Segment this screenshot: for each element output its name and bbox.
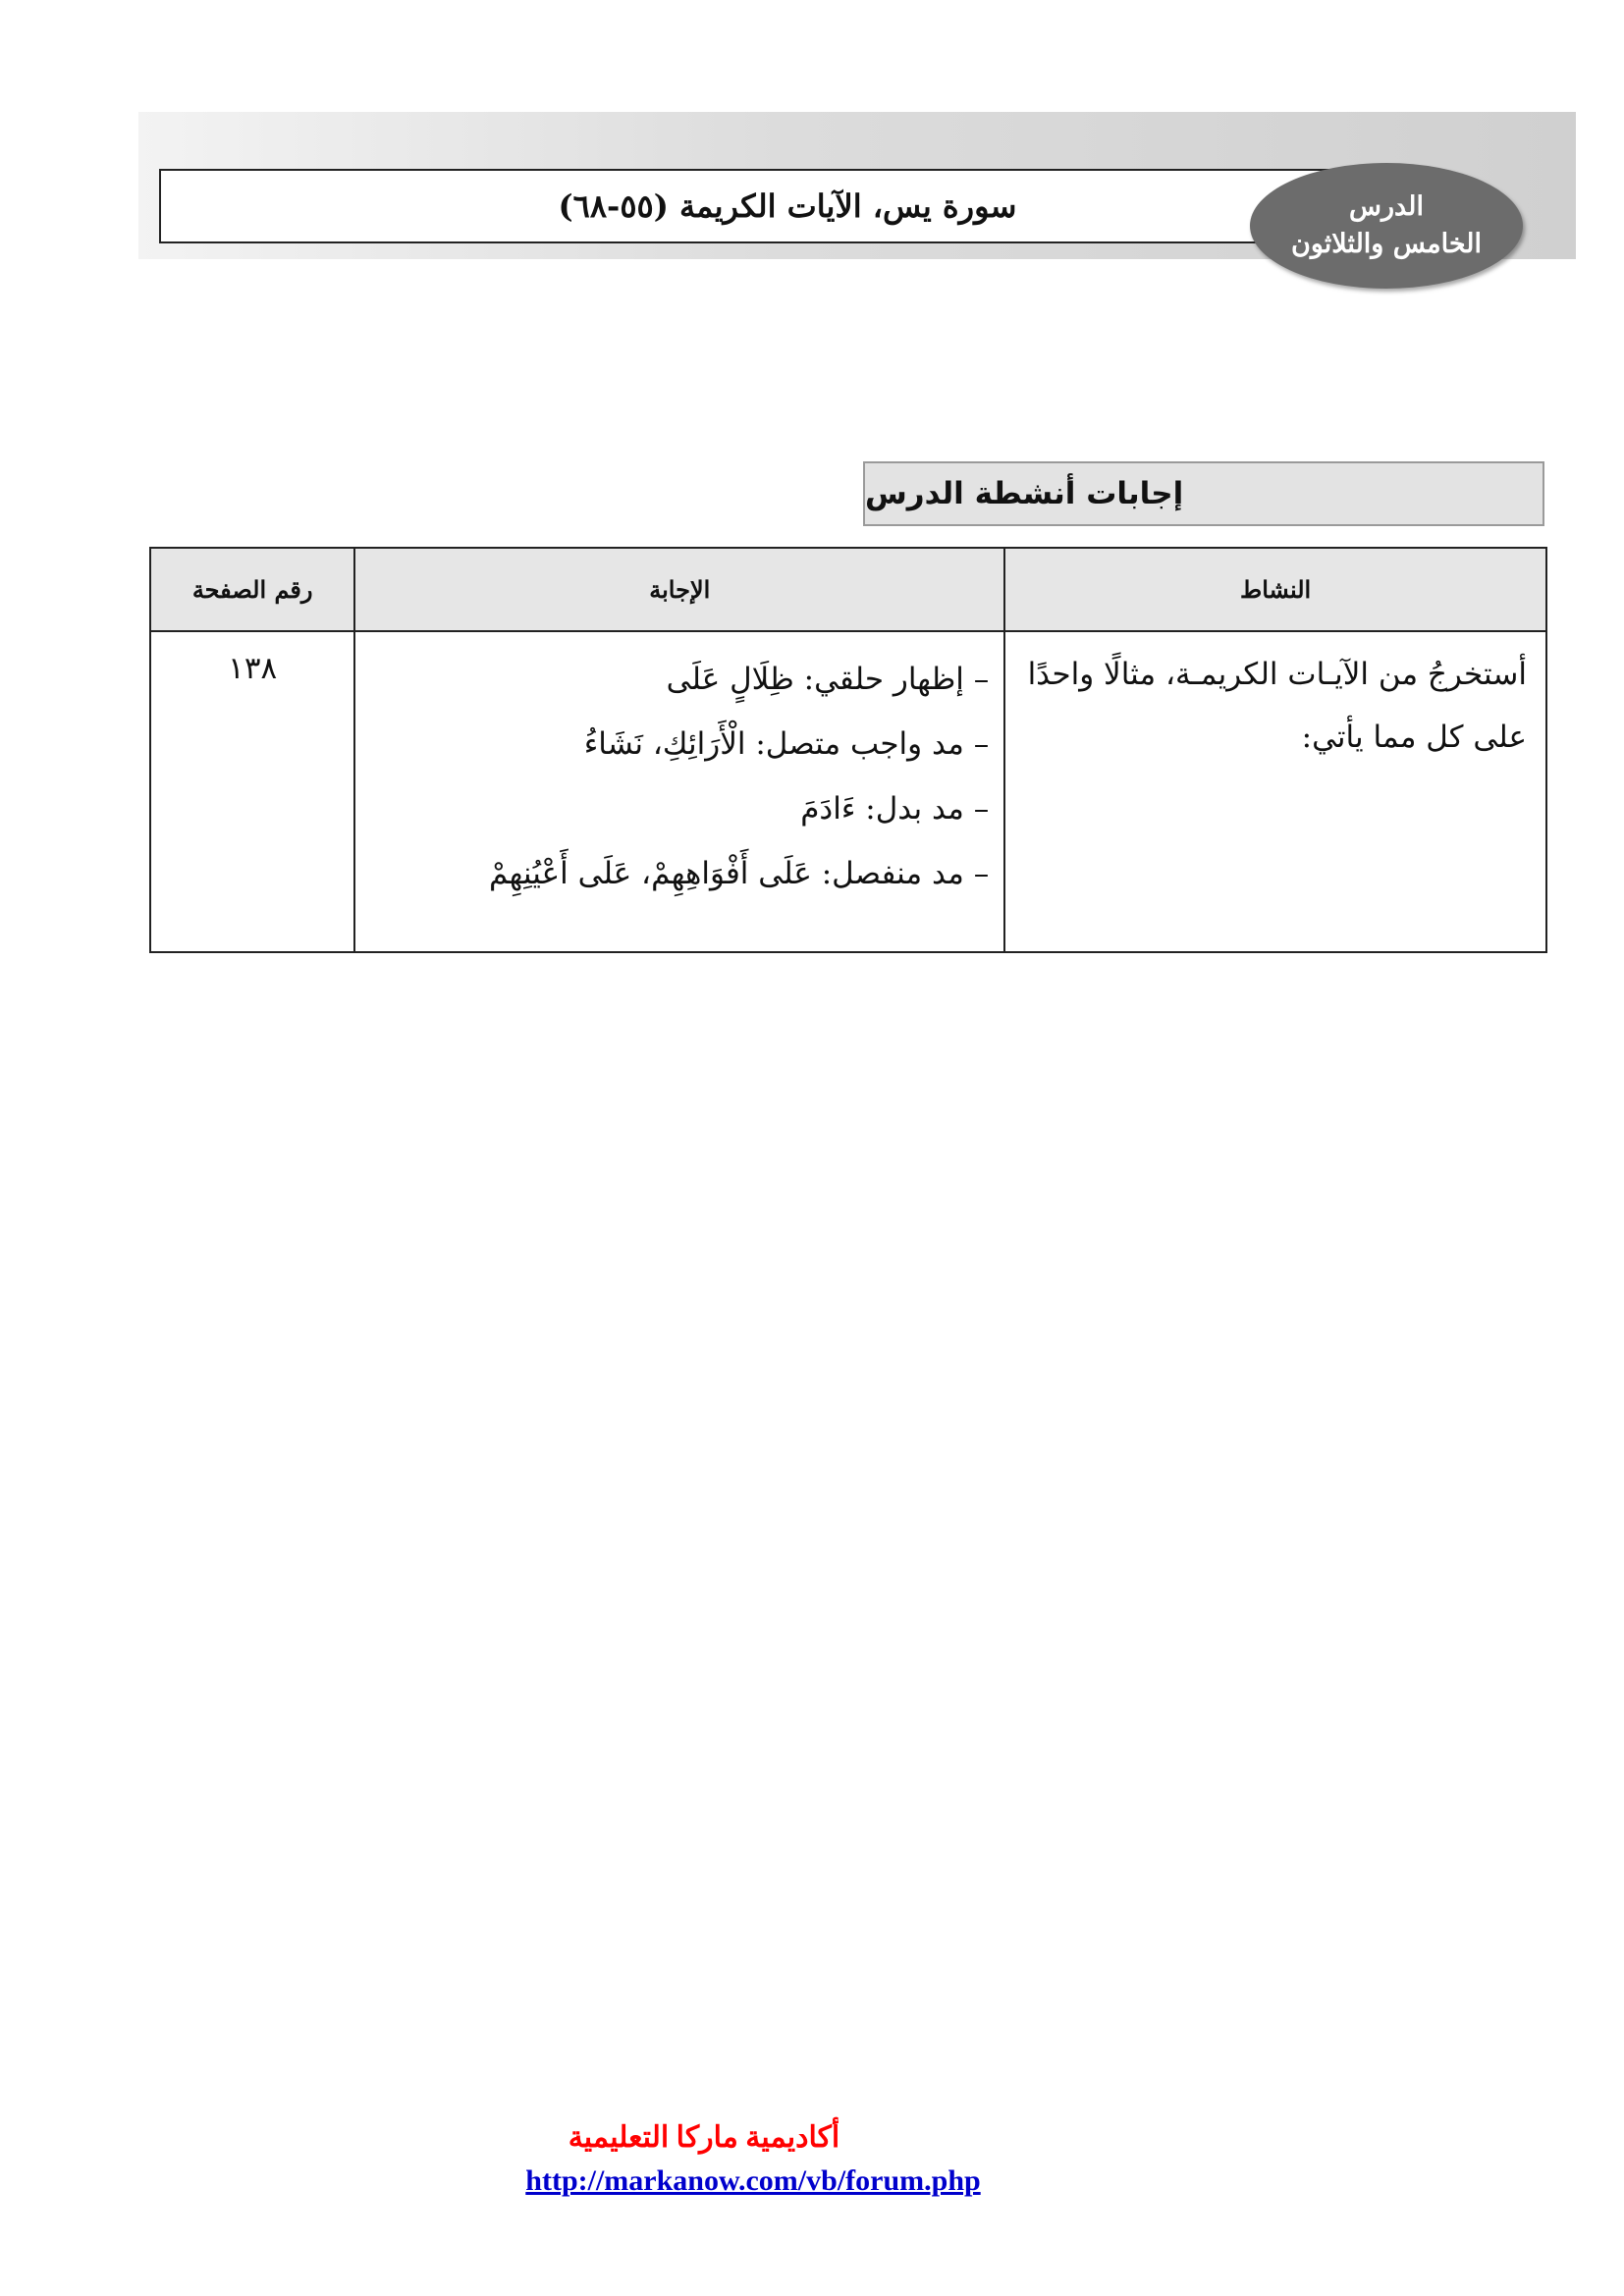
header-activity: النشاط <box>1004 548 1546 631</box>
lesson-number-badge <box>1250 163 1523 289</box>
answer-list <box>356 633 1002 906</box>
answer-item: – إظهار حلقي: ظِلَالٍ عَلَى <box>666 662 990 697</box>
section-heading-box <box>863 461 1544 526</box>
header-page-number: رقم الصفحة <box>150 548 354 631</box>
answer-item: – مد منفصل: عَلَى أَفْوَاهِهِمْ، عَلَى أَعْيُنِهِمْ <box>489 856 990 891</box>
answer-item: – مد بدل: ءَادَمَ <box>800 791 990 827</box>
lesson-badge-line1: الدرس <box>1349 191 1424 222</box>
footer <box>0 2120 1624 2198</box>
table-header-row <box>150 548 1546 631</box>
lesson-title: سورة يس، الآيات الكريمة (٥٥-٦٨) <box>558 187 1017 225</box>
section-title: إجابات أنشطة الدرس <box>865 476 1184 511</box>
activity-text: أستخرجُ من الآيـات الكريمـة، مثالًا واحدًا على كل مما يأتي: <box>1027 657 1527 755</box>
page-number-cell <box>150 631 354 952</box>
activity-cell <box>1004 631 1546 952</box>
footer-academy-name: أكاديمية ماركا التعليمية <box>568 2121 840 2154</box>
lesson-badge-line2: الخامس والثلاثون <box>1291 229 1482 259</box>
footer-url-link[interactable]: http://markanow.com/vb/forum.php <box>525 2164 981 2197</box>
answers-table <box>149 547 1547 953</box>
header-answer: الإجابة <box>354 548 1004 631</box>
table-row <box>150 631 1546 952</box>
lesson-title-box <box>159 169 1377 243</box>
answer-item: – مد واجب متصل: الْأَرَائِكِ، نَشَاءُ <box>583 726 990 762</box>
answer-cell <box>354 631 1004 952</box>
page-number: ١٣٨ <box>228 651 278 686</box>
